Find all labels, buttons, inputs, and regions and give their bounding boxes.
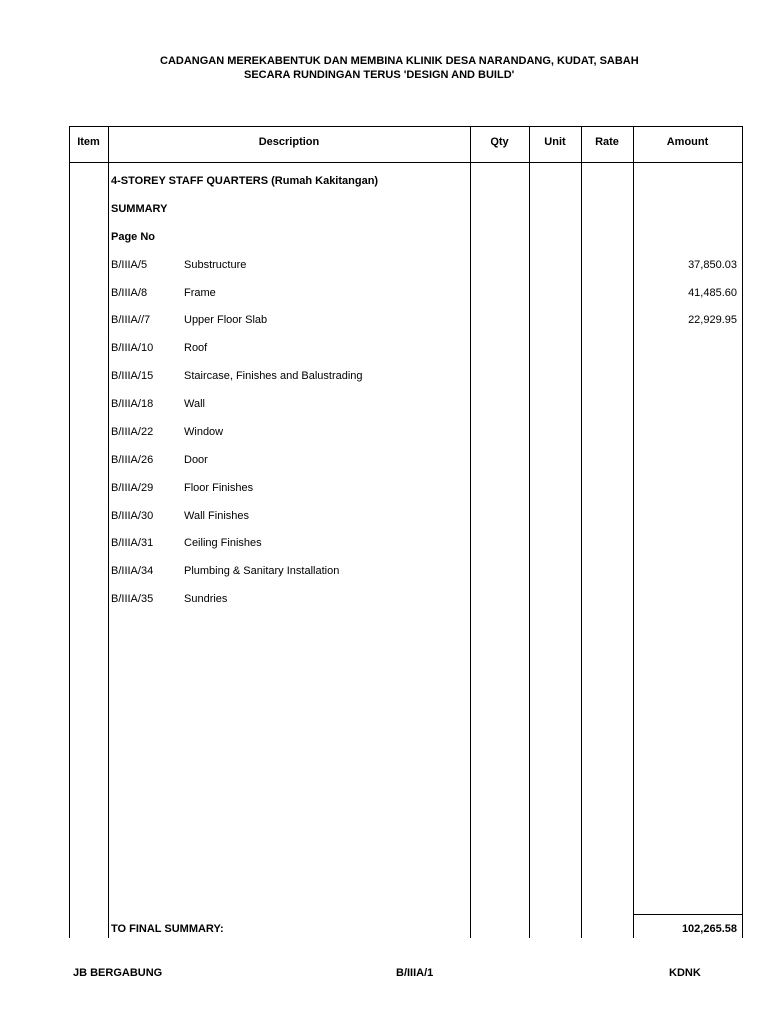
page-code: B/IIIA/34 [111, 565, 154, 577]
element-amount: 22,929.95 [688, 314, 737, 326]
page-no-label: Page No [111, 231, 156, 243]
column-header-rate: Rate [595, 136, 619, 148]
element-amount: 37,850.03 [688, 259, 737, 271]
element-description: Staircase, Finishes and Balustrading [184, 370, 363, 382]
element-description: Substructure [184, 259, 247, 271]
page-code: B/IIIA/31 [111, 537, 154, 549]
table-row [69, 482, 743, 496]
page-code: B/IIIA/15 [111, 370, 154, 382]
page-code: B/IIIA//7 [111, 314, 151, 326]
page-code: B/IIIA/18 [111, 398, 154, 410]
table-row [69, 426, 743, 440]
column-divider [742, 126, 743, 938]
column-divider [69, 126, 70, 938]
summary-label: SUMMARY [111, 203, 168, 215]
total-amount: 102,265.58 [681, 923, 737, 935]
table-row [69, 314, 743, 328]
column-divider [581, 126, 582, 938]
column-divider [470, 126, 471, 938]
column-divider [108, 126, 109, 938]
column-header-qty: Qty [490, 136, 509, 148]
column-divider [529, 126, 530, 938]
page-code: B/IIIA/30 [111, 510, 154, 522]
footer-right: KDNK [669, 967, 701, 979]
column-divider [633, 126, 634, 938]
table-row [69, 287, 743, 301]
element-description: Plumbing & Sanitary Installation [184, 565, 340, 577]
page-code: B/IIIA/5 [111, 259, 148, 271]
element-description: Frame [184, 287, 216, 299]
footer-page-ref: B/IIIA/1 [396, 967, 434, 979]
element-description: Sundries [184, 593, 228, 605]
page-code: B/IIIA/8 [111, 287, 148, 299]
page-code: B/IIIA/35 [111, 593, 154, 605]
table-row [69, 259, 743, 273]
column-header-item: Item [77, 136, 100, 148]
element-description: Roof [184, 342, 208, 354]
element-description: Upper Floor Slab [184, 314, 268, 326]
total-row [69, 923, 743, 937]
element-description: Wall [184, 398, 205, 410]
document-title-line-1: CADANGAN MEREKABENTUK DAN MEMBINA KLINIK DESA NARANDANG, KUDAT, SABAH [160, 55, 639, 67]
footer-left: JB BERGABUNG [73, 967, 163, 979]
table-row [69, 398, 743, 412]
page-code: B/IIIA/29 [111, 482, 154, 494]
table-row [69, 342, 743, 356]
table-row [69, 537, 743, 551]
element-description: Floor Finishes [184, 482, 254, 494]
table-row [69, 565, 743, 579]
column-header-amount: Amount [666, 136, 709, 148]
column-header-unit: Unit [544, 136, 566, 148]
bill-table [69, 126, 743, 938]
total-rule [634, 914, 743, 915]
document-title-line-2: SECARA RUNDINGAN TERUS 'DESIGN AND BUILD' [244, 69, 515, 81]
element-description: Ceiling Finishes [184, 537, 262, 549]
element-description: Wall Finishes [184, 510, 249, 522]
table-row [69, 593, 743, 607]
column-header-description: Description [258, 136, 320, 148]
element-amount: 41,485.60 [688, 287, 737, 299]
table-row [69, 510, 743, 524]
page-code: B/IIIA/10 [111, 342, 154, 354]
total-label: TO FINAL SUMMARY: [111, 923, 224, 935]
page-code: B/IIIA/26 [111, 454, 154, 466]
section-heading: 4-STOREY STAFF QUARTERS (Rumah Kakitangan) [111, 175, 379, 187]
header-bottom-border [69, 162, 743, 163]
table-row [69, 454, 743, 468]
element-description: Window [184, 426, 224, 438]
table-top-border [69, 126, 743, 127]
page-code: B/IIIA/22 [111, 426, 154, 438]
table-row [69, 370, 743, 384]
element-description: Door [184, 454, 208, 466]
